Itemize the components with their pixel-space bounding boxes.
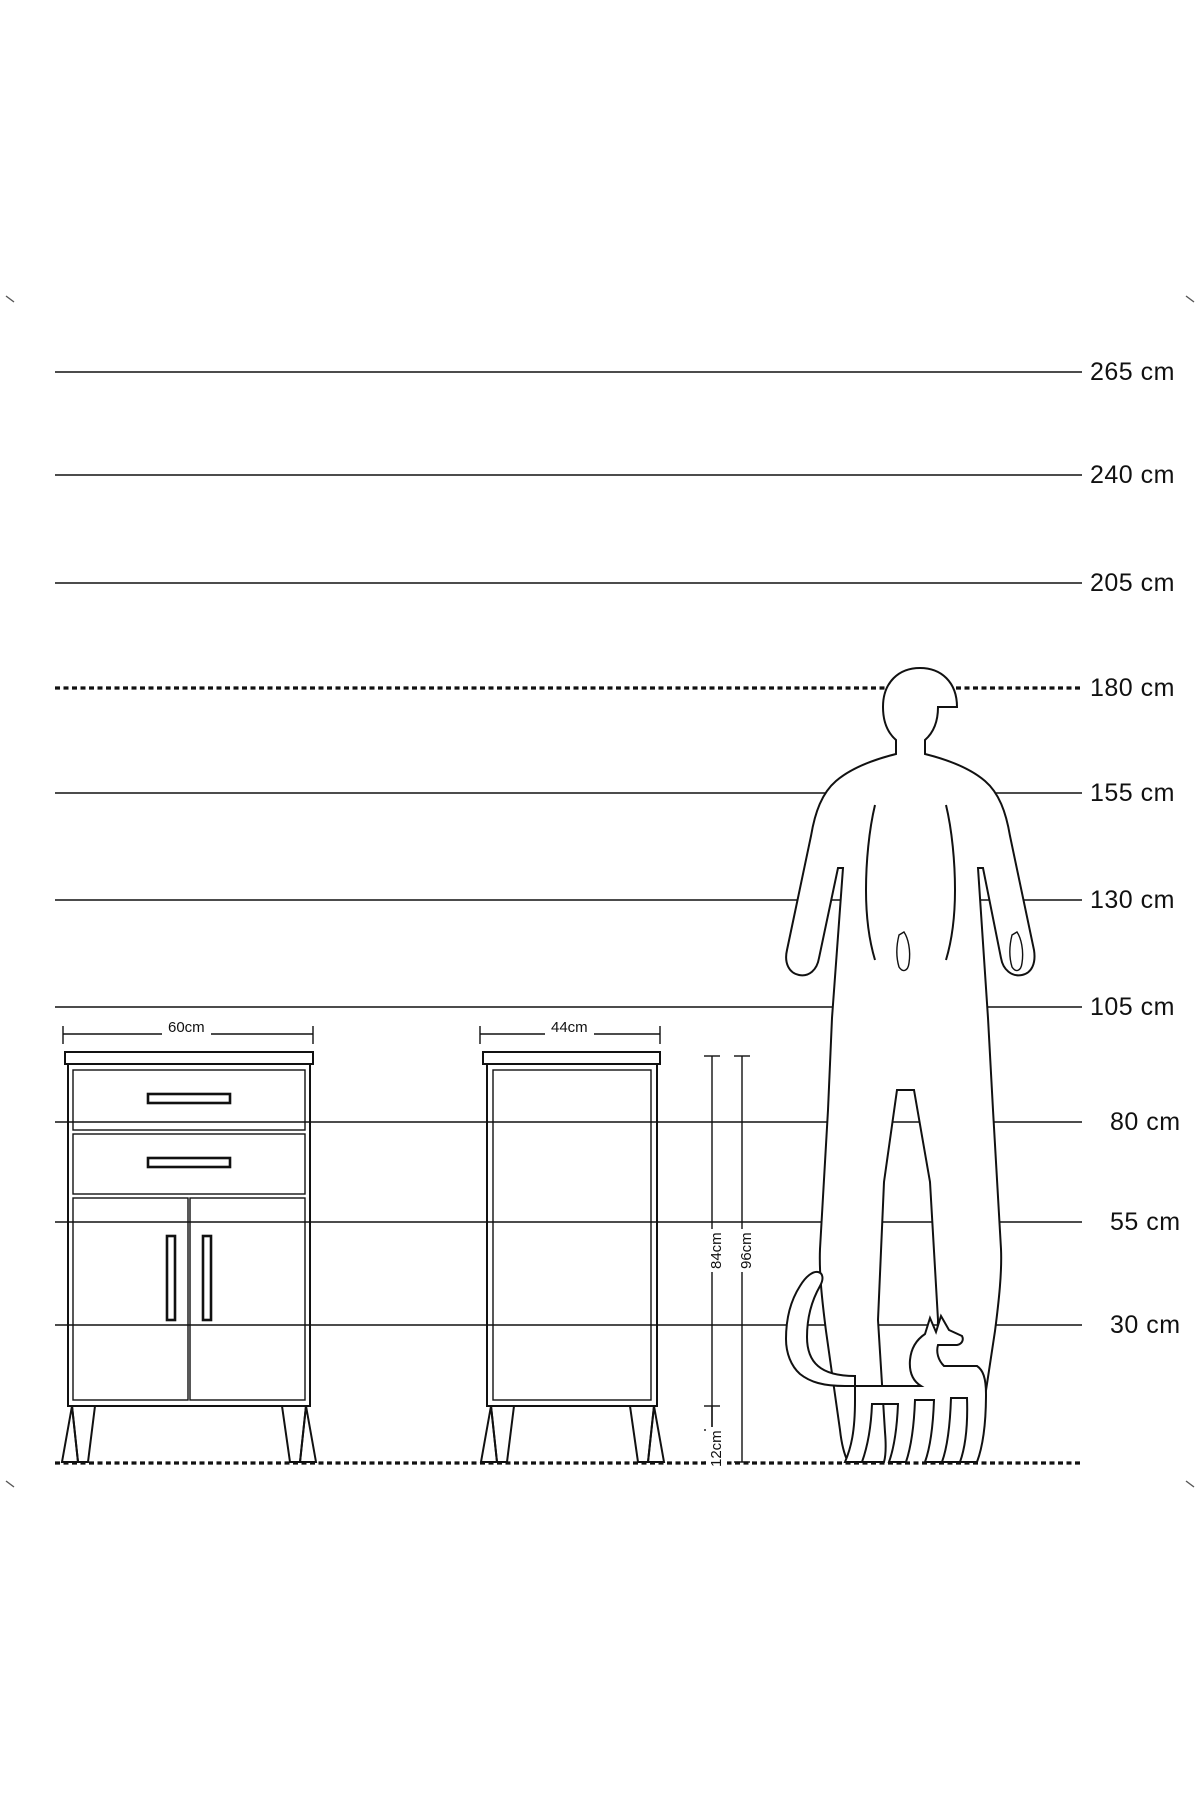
scale-label-265: 265 cm xyxy=(1090,358,1175,386)
height-label-12cm: 12cm xyxy=(706,1427,727,1470)
scale-label-240: 240 cm xyxy=(1090,461,1175,489)
left-cabinet xyxy=(62,1052,316,1462)
right-cabinet xyxy=(481,1052,664,1462)
width-label-44cm: 44cm xyxy=(545,1019,594,1036)
scale-label-80: 80 cm xyxy=(1110,1108,1181,1136)
scale-label-155: 155 cm xyxy=(1090,779,1175,807)
height-label-84cm: 84cm xyxy=(706,1229,727,1272)
width-label-60cm: 60cm xyxy=(162,1019,211,1036)
human-silhouette xyxy=(786,668,1034,1462)
height-label-96cm: 96cm xyxy=(736,1229,757,1272)
scale-label-55: 55 cm xyxy=(1110,1208,1181,1236)
scale-label-180: 180 cm xyxy=(1090,674,1175,702)
scale-label-105: 105 cm xyxy=(1090,993,1175,1021)
scale-label-30: 30 cm xyxy=(1110,1311,1181,1339)
scale-label-130: 130 cm xyxy=(1090,886,1175,914)
scale-label-205: 205 cm xyxy=(1090,569,1175,597)
